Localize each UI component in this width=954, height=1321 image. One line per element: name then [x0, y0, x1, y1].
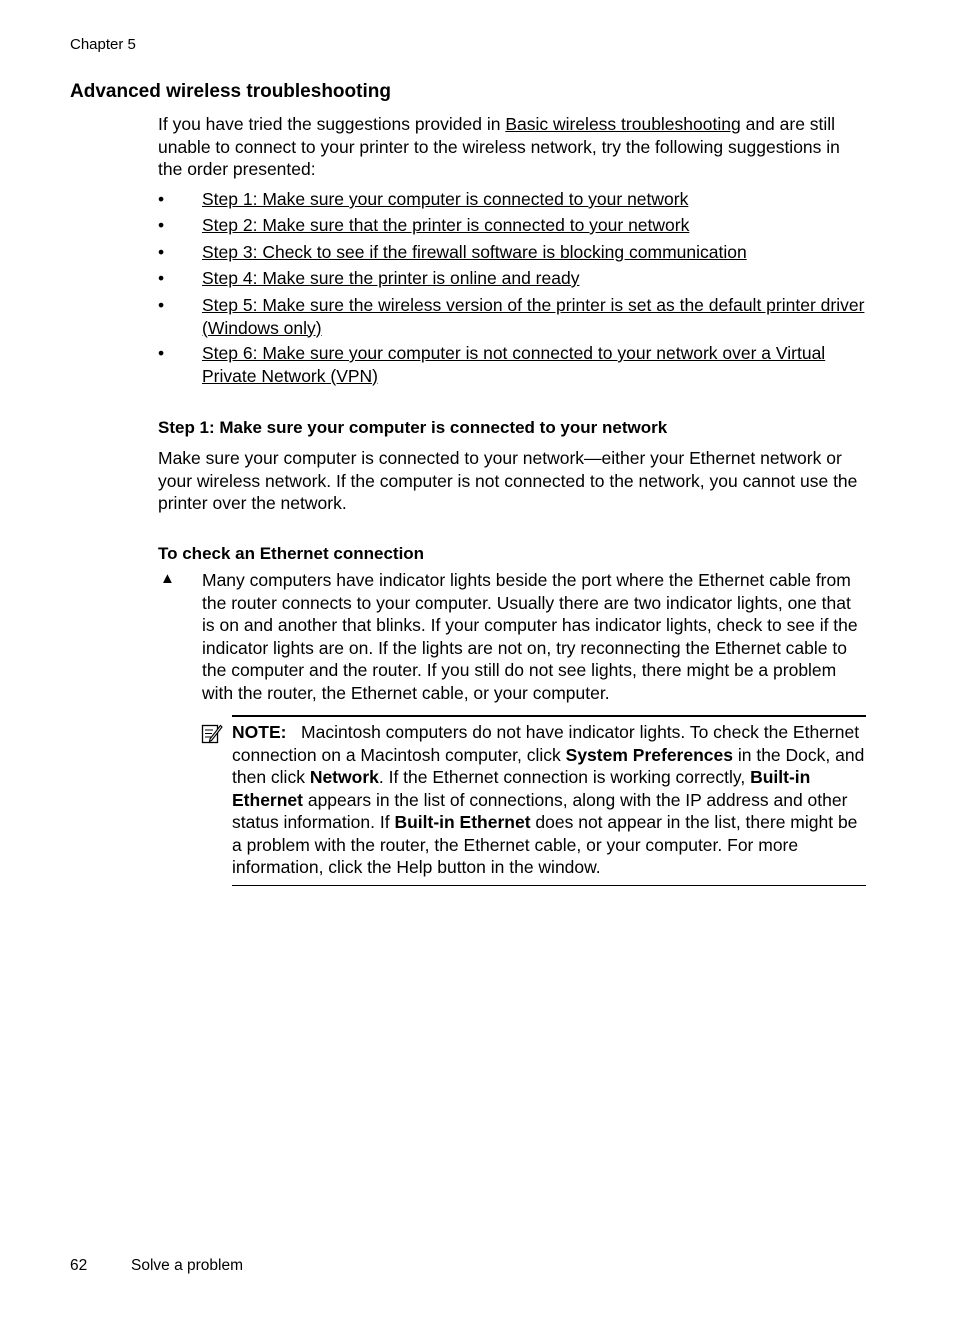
system-preferences-term: System Preferences — [565, 744, 733, 765]
basic-troubleshooting-link[interactable]: Basic wireless troubleshooting — [505, 114, 741, 134]
intro-paragraph — [158, 113, 868, 181]
footer-title: Solve a problem — [131, 1257, 244, 1274]
bullet: • — [158, 268, 165, 288]
bullet: • — [158, 295, 165, 315]
step1-heading: Step 1: Make sure your computer is connected to your network — [158, 418, 668, 437]
procedure-text: Many computers have indicator lights beside the port where the Ethernet cable from the router connects to your computer. Usually there are two indicator lights, one that is on and another that blinks. If your computer has indicator lights, check to see if the indicator lights are on. If the lights are not on, try reconnecting the Ethernet cable to the computer and the router. If you still do not see lights, there might be a problem with the router, the Ethernet cable, or your computer. — [202, 570, 858, 703]
intro-text-end: and are still unable to connect to your printer to the wireless network, try the following suggestions in the order presented: — [158, 114, 840, 179]
bullet: • — [158, 189, 165, 209]
procedure-marker: ▲ — [160, 570, 175, 587]
page-number: 62 — [70, 1257, 88, 1274]
step-3-link[interactable]: Step 3: Check to see if the firewall software is blocking communication — [202, 242, 747, 262]
intro-text-start: If you have tried the suggestions provided in — [158, 114, 506, 134]
chapter-label: Chapter 5 — [70, 36, 136, 53]
note-text-2: in the Dock, and then click — [232, 744, 865, 787]
step-5-link[interactable]: Step 5: Make sure the wireless version of the printer is set as the default printer driver (Windows only) — [202, 295, 865, 338]
network-term: Network — [309, 767, 379, 787]
note-bottom-rule — [232, 885, 866, 886]
bullet: • — [158, 242, 165, 262]
step-4-link[interactable]: Step 4: Make sure the printer is online and ready — [202, 268, 580, 288]
bullet: • — [158, 343, 165, 363]
note-text-5: does not appear in the list, there might be a problem with the router, the Ethernet cable, or your computer. For more information, click the Help button in the window. — [232, 812, 858, 877]
step-6-link[interactable]: Step 6: Make sure your computer is not connected to your network over a Virtual Private Network (VPN) — [202, 343, 826, 386]
ethernet-subheading: To check an Ethernet connection — [158, 544, 425, 563]
step-2-link[interactable]: Step 2: Make sure that the printer is connected to your network — [202, 215, 690, 235]
note-text-3: . If the Ethernet connection is working correctly, — [378, 767, 751, 787]
section-title: Advanced wireless troubleshooting — [70, 81, 391, 102]
built-in-ethernet-term-2: Built-in Ethernet — [394, 812, 531, 832]
step1-body: Make sure your computer is connected to your network—either your Ethernet network or your wireless network. If the computer is not connected to the network, you cannot use the printer over the network. — [158, 448, 858, 513]
note-text — [232, 721, 866, 879]
step-1-link[interactable]: Step 1: Make sure your computer is connected to your network — [202, 189, 689, 209]
note-label: NOTE: — [232, 722, 287, 742]
note-icon — [201, 722, 223, 744]
note-text-1: Macintosh computers do not have indicator lights. To check the Ethernet connection on a Macintosh computer, click — [232, 722, 860, 765]
note-text-4: appears in the list of connections, along with the IP address and other status information. If — [232, 789, 848, 832]
bullet: • — [158, 215, 165, 235]
note-top-rule — [232, 715, 866, 717]
built-in-ethernet-term: Built-in Ethernet — [232, 767, 811, 810]
